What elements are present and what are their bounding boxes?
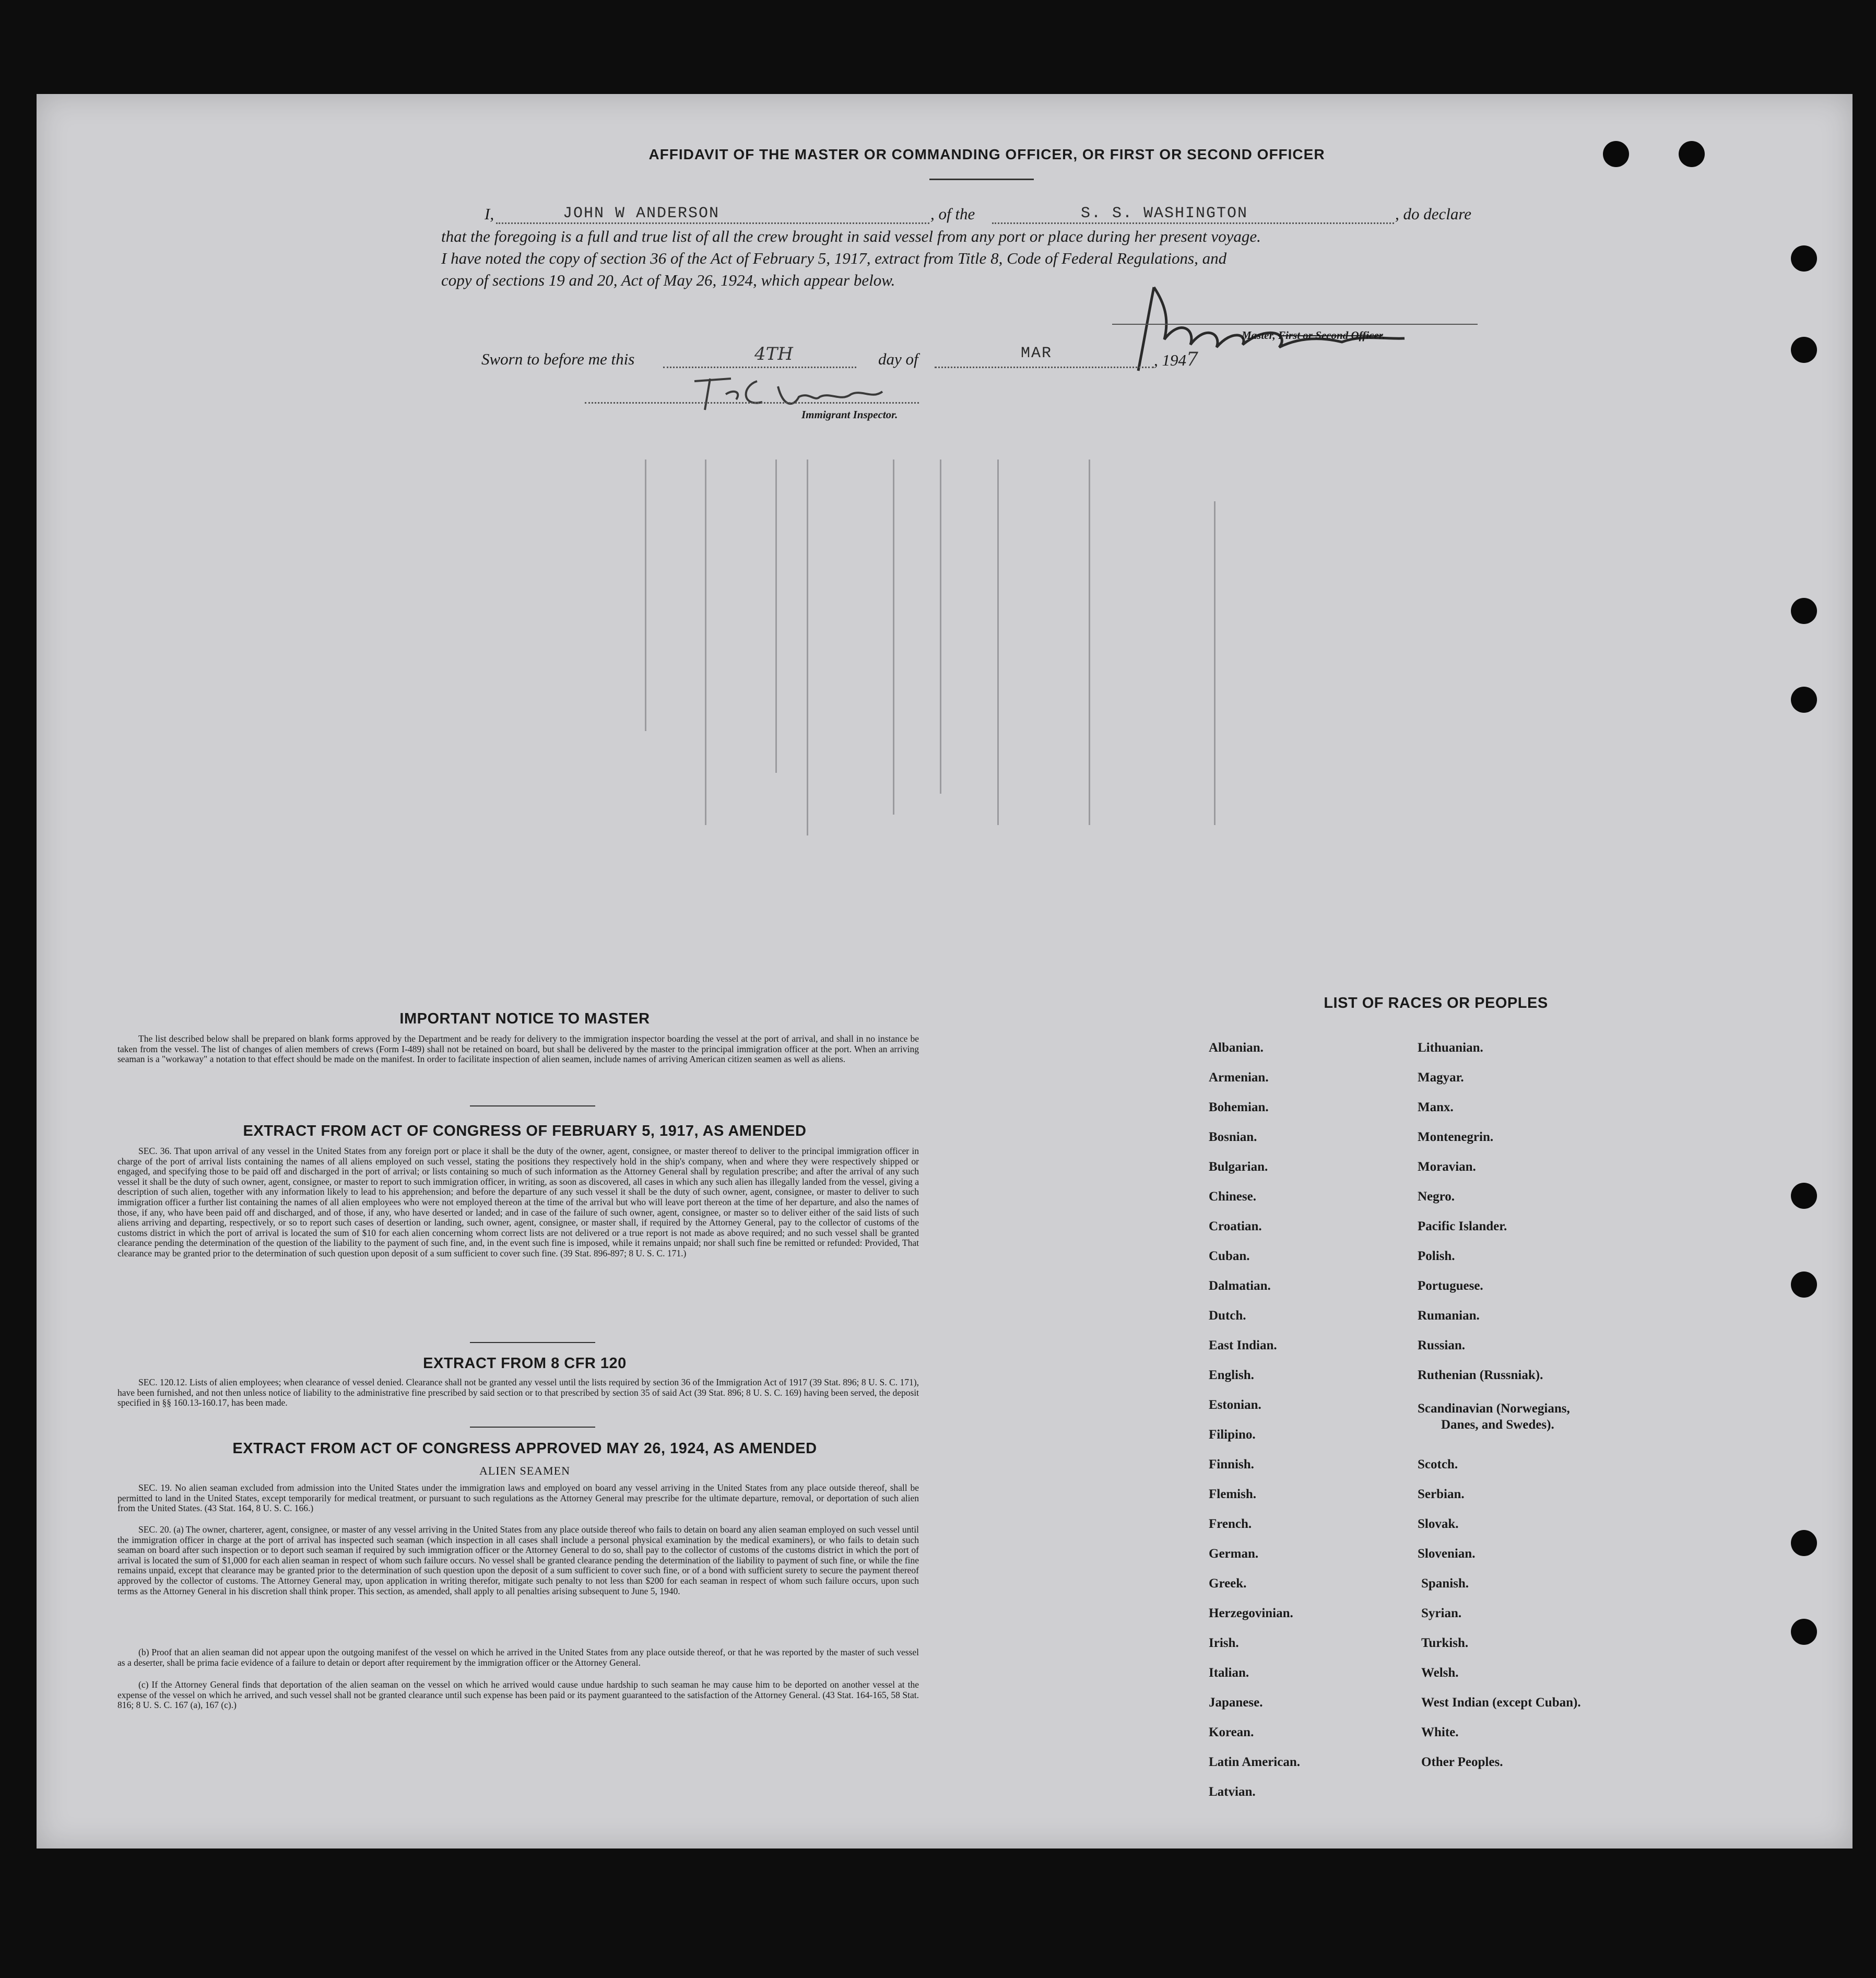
race-item: Manx. [1418, 1100, 1454, 1114]
race-item: Korean. [1209, 1725, 1254, 1739]
bleed-through-line [997, 460, 999, 825]
document-page [37, 94, 1853, 1849]
race-item: Dutch. [1209, 1309, 1246, 1323]
affidavit-line-3: I have noted the copy of section 36 of the Act of February 5, 1917, extract from Title 8, Code of Federal Regulations, and [441, 249, 1227, 267]
race-item: Other Peoples. [1421, 1755, 1503, 1769]
inspector-caption: Immigrant Inspector. [801, 408, 898, 421]
punch-hole [1679, 141, 1705, 167]
master-caption [1242, 329, 1385, 342]
punch-hole [1791, 598, 1817, 624]
sworn-month-line [935, 367, 1154, 368]
race-item: Italian. [1209, 1666, 1249, 1680]
race-item: Scotch. [1418, 1457, 1458, 1471]
races-title: LIST OF RACES OR PEOPLES [1324, 995, 1548, 1011]
bleed-through-line [1214, 501, 1216, 825]
year-digit-field[interactable]: 7 [1186, 349, 1198, 370]
race-item: Russian. [1418, 1338, 1466, 1352]
master-caption-struck: First or Second Officer [1278, 329, 1383, 342]
race-item: Rumanian. [1418, 1309, 1480, 1323]
race-item: Magyar. [1418, 1070, 1464, 1085]
i-label: I, [485, 205, 494, 223]
punch-hole [1791, 1183, 1817, 1209]
race-item: Syrian. [1421, 1606, 1462, 1620]
race-item: Scandinavian (Norwegians, [1418, 1402, 1570, 1416]
bleed-through-line [893, 460, 894, 815]
race-item: Welsh. [1421, 1666, 1459, 1680]
race-item: Japanese. [1209, 1696, 1263, 1710]
race-item: Negro. [1418, 1190, 1455, 1204]
vessel-name-field[interactable]: S. S. WASHINGTON [1081, 205, 1248, 222]
punch-hole [1791, 687, 1817, 713]
punch-hole [1603, 141, 1629, 167]
affidavit-line-2: that the foregoing is a full and true list of all the crew brought in said vessel from any port or place during her present voyage. [441, 227, 1261, 245]
master-name-field[interactable]: JOHN W ANDERSON [563, 205, 720, 222]
race-item: Danes, and Swedes). [1441, 1418, 1554, 1432]
extract-cfr-title: EXTRACT FROM 8 CFR 120 [423, 1355, 627, 1372]
punch-hole [1791, 245, 1817, 272]
master-signature-line [1112, 324, 1478, 325]
punch-hole [1791, 1530, 1817, 1556]
section-divider [470, 1427, 595, 1428]
inspector-signature-line [585, 402, 919, 404]
race-item: Slovak. [1418, 1517, 1459, 1531]
race-item: Bosnian. [1209, 1130, 1257, 1144]
master-caption-a: Master, [1242, 329, 1279, 342]
race-item: Montenegrin. [1418, 1130, 1494, 1144]
race-item: Dalmatian. [1209, 1279, 1271, 1293]
race-item: Polish. [1418, 1249, 1455, 1263]
punch-hole [1791, 1271, 1817, 1298]
race-item: Latin American. [1209, 1755, 1300, 1769]
bleed-through-line [940, 460, 941, 794]
race-item: German. [1209, 1547, 1259, 1561]
race-item: Slovenian. [1418, 1547, 1476, 1561]
extract-1924-sec20c: (c) If the Attorney General finds that deportation of the alien seaman on the vessel on which he arrived would cause undue hardship to such seaman he may cause him to be deported on another vessel at the expense of the vessel on which he arrived, and such vessel shall not be granted clearance until such expense has been paid or its payment guaranteed to the satisfaction of the Attorney General. (43 Stat. 164-165, 58 Stat. 816; 8 U. S. C. 167 (a), 167 (c).) [117, 1679, 919, 1711]
race-item: East Indian. [1209, 1338, 1277, 1352]
title-underline [929, 179, 1034, 180]
notice-body: The list described below shall be prepared on blank forms approved by the Department and be ready for delivery to the immigration inspector boarding the vessel at the port of arrival, and shall in no instance be taken from the vessel. The list of changes of alien members of crews (Form I-489) shall not be retained on board, but shall be delivered by the master to the principal immigration officer at the port. When an arriving seaman is a "workaway" a notation to that effect should be made on the manifest. In order to facilitate inspection of alien seamen, include names of arriving American citizen seamen as well as aliens. [117, 1033, 919, 1065]
extract-1917-title: EXTRACT FROM ACT OF CONGRESS OF FEBRUARY 5, 1917, AS AMENDED [243, 1123, 807, 1139]
sworn-day-line [663, 367, 856, 368]
race-item: Cuban. [1209, 1249, 1250, 1263]
race-item: Greek. [1209, 1576, 1247, 1591]
race-item: Turkish. [1421, 1636, 1469, 1650]
year-label [1154, 349, 1198, 370]
of-the-label: , of the [930, 205, 975, 223]
race-item: Portuguese. [1418, 1279, 1483, 1293]
bleed-through-line [645, 460, 646, 731]
race-item: Herzegovinian. [1209, 1606, 1293, 1620]
year-prefix: , 194 [1154, 351, 1186, 369]
notice-title: IMPORTANT NOTICE TO MASTER [399, 1010, 650, 1027]
race-item: Finnish. [1209, 1457, 1254, 1471]
race-item: Ruthenian (Russniak). [1418, 1368, 1543, 1382]
race-item: English. [1209, 1368, 1254, 1382]
section-divider [470, 1105, 595, 1106]
sworn-label: Sworn to before me this [481, 350, 635, 368]
race-item: Armenian. [1209, 1070, 1269, 1085]
affidavit-title: AFFIDAVIT OF THE MASTER OR COMMANDING OFFICER, OR FIRST OR SECOND OFFICER [648, 146, 1325, 162]
do-declare-label: , do declare [1395, 205, 1472, 223]
section-divider [470, 1342, 595, 1343]
race-item: French. [1209, 1517, 1252, 1531]
race-item: Moravian. [1418, 1160, 1476, 1174]
extract-1924-sec20b: (b) Proof that an alien seaman did not appear upon the outgoing manifest of the vessel on which he arrived in the United States from any place outside thereof, or that he was reported by the master of such vessel as a deserter, shall be prima facie evidence of a failure to detain or deport after requirement by the immigration officer or the Attorney General. [117, 1647, 919, 1668]
punch-hole [1791, 337, 1817, 363]
bleed-through-line [705, 460, 706, 825]
affidavit-line-4: copy of sections 19 and 20, Act of May 26, 1924, which appear below. [441, 271, 895, 289]
extract-cfr-body: SEC. 120.12. Lists of alien employees; when clearance of vessel denied. Clearance shall not be granted any vessel until the lists required by section 36 of the Immigration Act of 1917 (39 Stat. 896; 8 U. S. C. 171), have been furnished, and not then unless notice of liability to the administrative fine prescribed by said section or to that prescribed by section 35 of said Act (39 Stat. 896; 8 U. S. C. 169) having been served, the deposit specified in §§ 160.13-160.17, has been made. [117, 1377, 919, 1408]
extract-1917-body: SEC. 36. That upon arrival of any vessel in the United States from any foreign port or place it shall be the duty of the owner, agent, consignee, or master thereof to deliver to the principal immigration officer in charge of the port of arrival lists containing the names of all aliens employed on such vessel, stating the positions they respectively hold in the ship's company, when and where they were respectively shipped or engaged, and specifying those to be paid off and discharged in the port of arrival; or lists containing so much of such information as the Attorney General shall by regulation prescribe; and after the arrival of any such vessel it shall be the duty of such owner, agent, consignee, or master to report to such immigration officer, in writing, as soon as discovered, all cases in which any such alien has illegally landed from the vessel, giving a description of such alien, together with any information likely to lead to his apprehension; and before the departure of any such vessel it shall be the duty of such owner, agent, consignee, or master to deliver to such immigration officer a further list containing the names of all alien employees who were not employed thereon at the time of the arrival but who will leave port thereon at the time of her departure, and also the names of those, if any, who have been paid off and discharged, and of those, if any, who have deserted or landed; and in case of the failure of such owner, agent, consignee, or master so to deliver either of the said lists of such aliens arriving and departing, respectively, or so to report such cases of desertion or landing, such owner, agent, consignee, or master shall, if required by the Attorney General, pay to the collector of customs of the customs district in which the port of arrival is located the sum of $10 for each alien concerning whom correct lists are not delivered or a true report is not made as above required; and no such vessel shall be granted clearance pending the determination of the question of the liability to the payment of such fine, and, in the event such fine is imposed, while it remains unpaid; nor shall such fine be remitted or refunded: Provided, That clearance may be granted prior to the determination of such question upon deposit of a sum sufficient to cover such fine. (39 Stat. 896-897; 8 U. S. C. 171.) [117, 1146, 919, 1258]
race-item: Bulgarian. [1209, 1160, 1268, 1174]
sworn-month-field[interactable]: MAR [1021, 345, 1053, 362]
race-item: Albanian. [1209, 1041, 1264, 1055]
race-item: Latvian. [1209, 1785, 1256, 1799]
race-item: Flemish. [1209, 1487, 1256, 1501]
vessel-name-line [992, 222, 1394, 224]
punch-hole [1791, 1619, 1817, 1645]
race-item: West Indian (except Cuban). [1421, 1696, 1581, 1710]
race-item: Chinese. [1209, 1190, 1256, 1204]
race-item: Spanish. [1421, 1576, 1469, 1591]
race-item: Irish. [1209, 1636, 1239, 1650]
extract-1924-subtitle: ALIEN SEAMEN [479, 1464, 570, 1477]
master-caption-c: . [1382, 329, 1385, 342]
race-item: White. [1421, 1725, 1459, 1739]
race-item: Filipino. [1209, 1428, 1256, 1442]
race-item: Estonian. [1209, 1398, 1261, 1412]
day-of-label: day of [878, 350, 918, 368]
bleed-through-line [807, 460, 808, 835]
race-item: Bohemian. [1209, 1100, 1269, 1114]
bleed-through-line [1089, 460, 1090, 825]
sworn-day-field[interactable]: 4TH [754, 344, 793, 364]
extract-1924-sec19: SEC. 19. No alien seaman excluded from admission into the United States under the immigration laws and employed on board any vessel arriving in the United States from any place outside thereof, shall be permitted to land in the United States, except temporarily for medical treatment, or pursuant to such regulations as the Attorney General may prescribe for the ultimate departure, removal, or deportation of such alien from the United States. (43 Stat. 164, 8 U. S. C. 166.) [117, 1482, 919, 1514]
race-item: Lithuanian. [1418, 1041, 1483, 1055]
extract-1924-sec20a: SEC. 20. (a) The owner, charterer, agent, consignee, or master of any vessel arriving in the United States from any place outside thereof who fails to detain on board any alien seaman employed on such vessel until the immigration officer in charge at the port of arrival has inspected such seaman (which inspection in all cases shall include a personal physical examination by the medical examiners), or who fails to detain such seaman on board after such inspection or to deport such seaman if required by such immigration officer or the Attorney General to do so, shall pay to the collector of customs of the customs district in which the port of arrival is located the sum of $1,000 for each alien seaman in respect of whom such failure occurs. No vessel shall be granted clearance pending the determination of the liability to payment of such fine, or while the fine remains unpaid, except that clearance may be granted prior to the determination of such question upon the deposit of a sum sufficient to cover such fine, or of a bond with sufficient surety to secure the payment thereof approved by the collector of customs. The Attorney General may, upon application in writing therefor, mitigate such penalty to not less than $200 for each seaman in respect of whom such failure occurs, upon such terms as the Attorney General in his discretion shall think proper. This section, as amended, shall apply to all penalties arising subsequent to June 5, 1940. [117, 1524, 919, 1596]
race-item: Croatian. [1209, 1219, 1262, 1233]
extract-1924-title: EXTRACT FROM ACT OF CONGRESS APPROVED MAY 26, 1924, AS AMENDED [232, 1440, 817, 1457]
bleed-through-line [775, 460, 777, 773]
race-item: Serbian. [1418, 1487, 1465, 1501]
race-item: Pacific Islander. [1418, 1219, 1507, 1233]
master-name-line [496, 222, 929, 224]
